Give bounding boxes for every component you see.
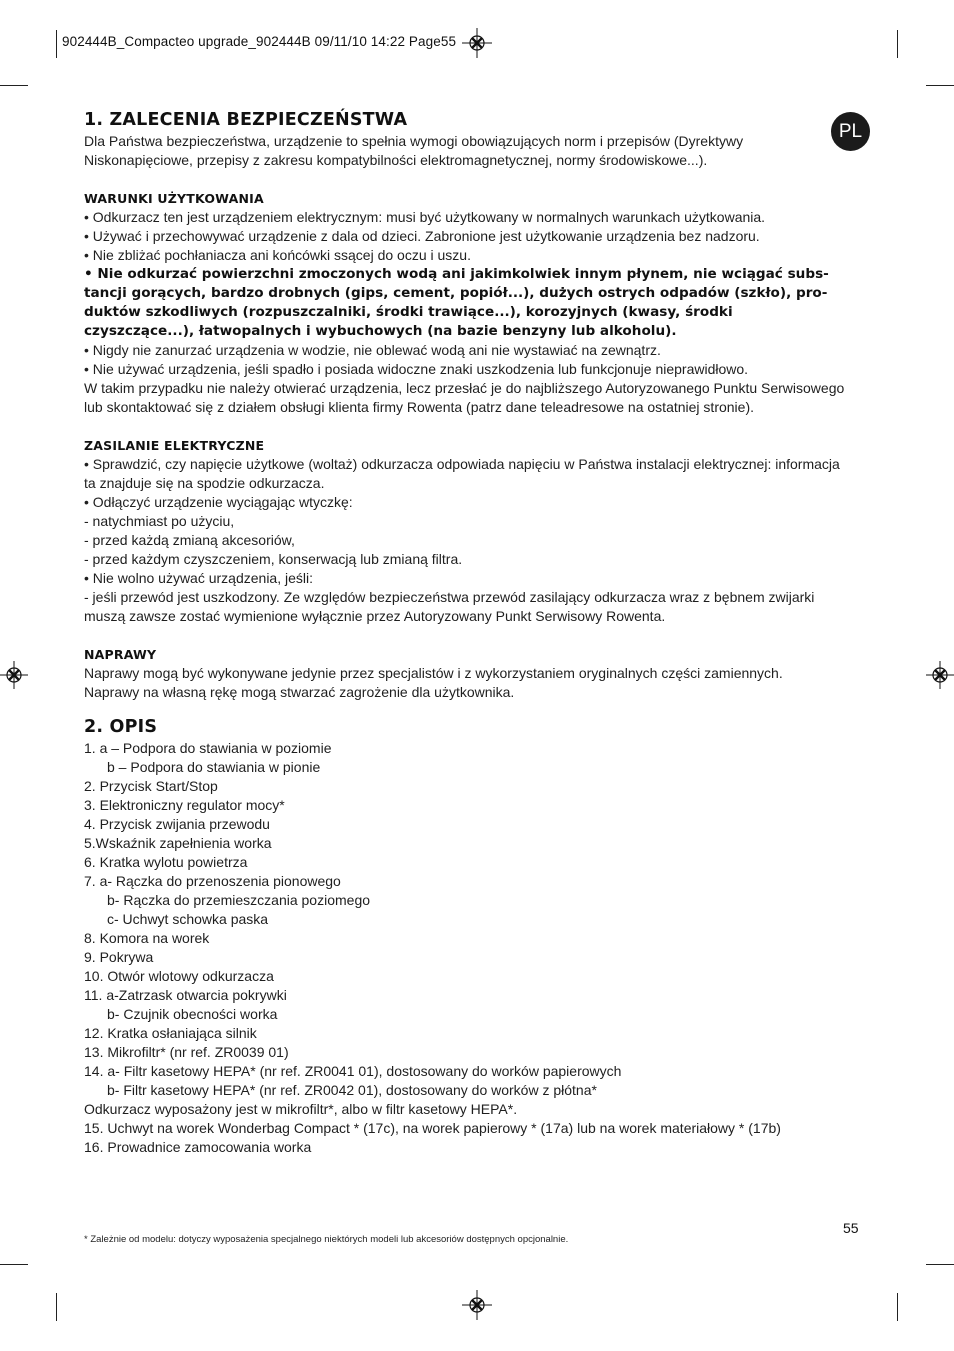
parts-list-item: 3. Elektroniczny regulator mocy* bbox=[84, 797, 285, 813]
warning-line: czyszczące...), łatwopalnych i wybuchowych (na bazie benzyny lub alkoholu). bbox=[84, 323, 677, 339]
parts-list-item: b- Rączka do przemieszczania poziomego bbox=[107, 892, 371, 908]
parts-list-item: 10. Otwór wlotowy odkurzacza bbox=[84, 968, 274, 984]
paragraph-line: Naprawy na własną rękę mogą stwarzać zagrożenie dla użytkownika. bbox=[84, 684, 515, 700]
dash-line: - przed każdą zmianą akcesoriów, bbox=[84, 532, 295, 548]
paragraph-line: ta znajduje się na spodzie odkurzacza. bbox=[84, 475, 325, 491]
parts-list-item: 12. Kratka osłaniająca silnik bbox=[84, 1025, 257, 1041]
subsection-heading: ZASILANIE ELEKTRYCZNE bbox=[84, 438, 265, 453]
parts-list-item: 2. Przycisk Start/Stop bbox=[84, 778, 218, 794]
parts-list-item: 13. Mikrofiltr* (nr ref. ZR0039 01) bbox=[84, 1044, 289, 1060]
paragraph-line: Dla Państwa bezpieczeństwa, urządzenie to spełnia wymogi obowiązujących norm i przepisów (Dyrektywy bbox=[84, 133, 744, 149]
parts-list-item: Odkurzacz wyposażony jest w mikrofiltr*, albo w filtr kasetowy HEPA*. bbox=[84, 1101, 518, 1117]
parts-list-item: c- Uchwyt schowka paska bbox=[107, 911, 269, 927]
warning-line: duktów szkodliwych (rozpuszczalniki, środki trawiące...), korozyjnych (kwasy, środki bbox=[84, 304, 733, 320]
crop-mark bbox=[897, 1293, 898, 1321]
dash-line: - natychmiast po użyciu, bbox=[84, 513, 235, 529]
crop-mark bbox=[56, 30, 57, 58]
page-number: 55 bbox=[843, 1220, 859, 1236]
registration-mark-icon bbox=[924, 660, 954, 690]
bullet-line: • Nie wolno używać urządzenia, jeśli: bbox=[84, 570, 314, 586]
crop-mark bbox=[0, 85, 28, 86]
crop-mark bbox=[0, 1264, 28, 1265]
bullet-line: • Nie zbliżać pochłaniacza ani końcówki ssącej do oczu i uszu. bbox=[84, 247, 471, 263]
paragraph-line: W takim przypadku nie należy otwierać urządzenia, lecz przesłać je do najbliższego Autoryzowanego Punktu Serwisowego bbox=[84, 380, 845, 396]
bullet-line: • Odkurzacz ten jest urządzeniem elektrycznym: musi być użytkowany w normalnych warunkach użytkowania. bbox=[84, 209, 766, 225]
bullet-line: • Odłączyć urządzenie wyciągając wtyczkę: bbox=[84, 494, 353, 510]
bullet-line: • Używać i przechowywać urządzenie z dala od dzieci. Zabronione jest użytkowanie urządzenia bez nadzoru. bbox=[84, 228, 760, 244]
print-slug: 902444B_Compacteo upgrade_902444B 09/11/10 14:22 Page55 bbox=[62, 34, 457, 49]
bullet-line: • Nie używać urządzenia, jeśli spadło i posiada widoczne znaki uszkodzenia lub funkcjonuje nieprawidłowo. bbox=[84, 361, 749, 377]
crop-mark bbox=[926, 85, 954, 86]
parts-list-item: 11. a-Zatrzask otwarcia pokrywki bbox=[84, 987, 287, 1003]
registration-mark-icon bbox=[0, 660, 30, 690]
parts-list-item: 5.Wskaźnik zapełnienia worka bbox=[84, 835, 272, 851]
main-content bbox=[84, 108, 874, 1157]
crop-mark bbox=[926, 1264, 954, 1265]
parts-list-item: 15. Uchwyt na worek Wonderbag Compact * (17c), na worek papierowy * (17a) lub na worek materiałowy * (17b) bbox=[84, 1120, 781, 1136]
parts-list-item: 8. Komora na worek bbox=[84, 930, 210, 946]
parts-list-item: b – Podpora do stawiania w pionie bbox=[107, 759, 321, 775]
parts-list-item: b- Filtr kasetowy HEPA* (nr ref. ZR0042 01), dostosowany do worków z płótna* bbox=[107, 1082, 597, 1098]
parts-list-item: b- Czujnik obecności worka bbox=[107, 1006, 278, 1022]
bullet-line: • Sprawdzić, czy napięcie użytkowe (woltaż) odkurzacza odpowiada napięciu w Państwa instalacji elektrycznej: informacja bbox=[84, 456, 840, 472]
language-badge: PL bbox=[831, 112, 870, 151]
dash-line: - jeśli przewód jest uszkodzony. Ze względów bezpieczeństwa przewód zasilający odkurzacza wraz z bębnem zwijarki bbox=[84, 589, 815, 605]
parts-list-item: 7. a- Rączka do przenoszenia pionowego bbox=[84, 873, 341, 889]
paragraph-line: Naprawy mogą być wykonywane jedynie przez specjalistów i z wykorzystaniem oryginalnych części zamiennych. bbox=[84, 665, 783, 681]
paragraph-line: muszą zawsze zostać wymienione wyłącznie przez Autoryzowany Punkt Serwisowy Rowenta. bbox=[84, 608, 666, 624]
registration-mark-icon bbox=[462, 28, 492, 58]
parts-list-item: 14. a- Filtr kasetowy HEPA* (nr ref. ZR0041 01), dostosowany do worków papierowych bbox=[84, 1063, 622, 1079]
parts-list-item: 6. Kratka wylotu powietrza bbox=[84, 854, 248, 870]
section-title: 1. ZALECENIA BEZPIECZEŃSTWA bbox=[84, 110, 408, 130]
parts-list-item: 16. Prowadnice zamocowania worka bbox=[84, 1139, 312, 1155]
subsection-heading: WARUNKI UŻYTKOWANIA bbox=[84, 191, 264, 206]
warning-line: tancji gorących, bardzo drobnych (gips, cement, popiół...), dużych ostrych odpadów (szkło), pro- bbox=[84, 285, 828, 301]
paragraph-line: Niskonapięciowe, przepisy z zakresu kompatybilności elektromagnetycznej, normy środowiskowe...). bbox=[84, 152, 708, 168]
section-title: 2. OPIS bbox=[84, 717, 158, 737]
parts-list-item: 4. Przycisk zwijania przewodu bbox=[84, 816, 270, 832]
crop-mark bbox=[897, 30, 898, 58]
paragraph-line: lub skontaktować się z działem obsługi klienta firmy Rowenta (patrz dane teleadresowe na ostatniej stronie). bbox=[84, 399, 755, 415]
parts-list-item: 1. a – Podpora do stawiania w poziomie bbox=[84, 740, 332, 756]
parts-list bbox=[84, 739, 874, 1157]
subsection-heading: NAPRAWY bbox=[84, 647, 157, 662]
bullet-line: • Nigdy nie zanurzać urządzenia w wodzie, nie oblewać wodą ani nie wystawiać na zewnątrz. bbox=[84, 342, 661, 358]
registration-mark-icon bbox=[462, 1290, 492, 1320]
warning-line: • Nie odkurzać powierzchni zmoczonych wodą ani jakimkolwiek innym płynem, nie wciągać subs- bbox=[84, 266, 829, 282]
parts-list-item: 9. Pokrywa bbox=[84, 949, 154, 965]
footnote: * Zależnie od modelu: dotyczy wyposażenia specjalnego niektórych modeli lub akcesoriów dostępnych opcjonalnie. bbox=[84, 1234, 569, 1245]
crop-mark bbox=[56, 1293, 57, 1321]
dash-line: - przed każdym czyszczeniem, konserwacją lub zmianą filtra. bbox=[84, 551, 463, 567]
